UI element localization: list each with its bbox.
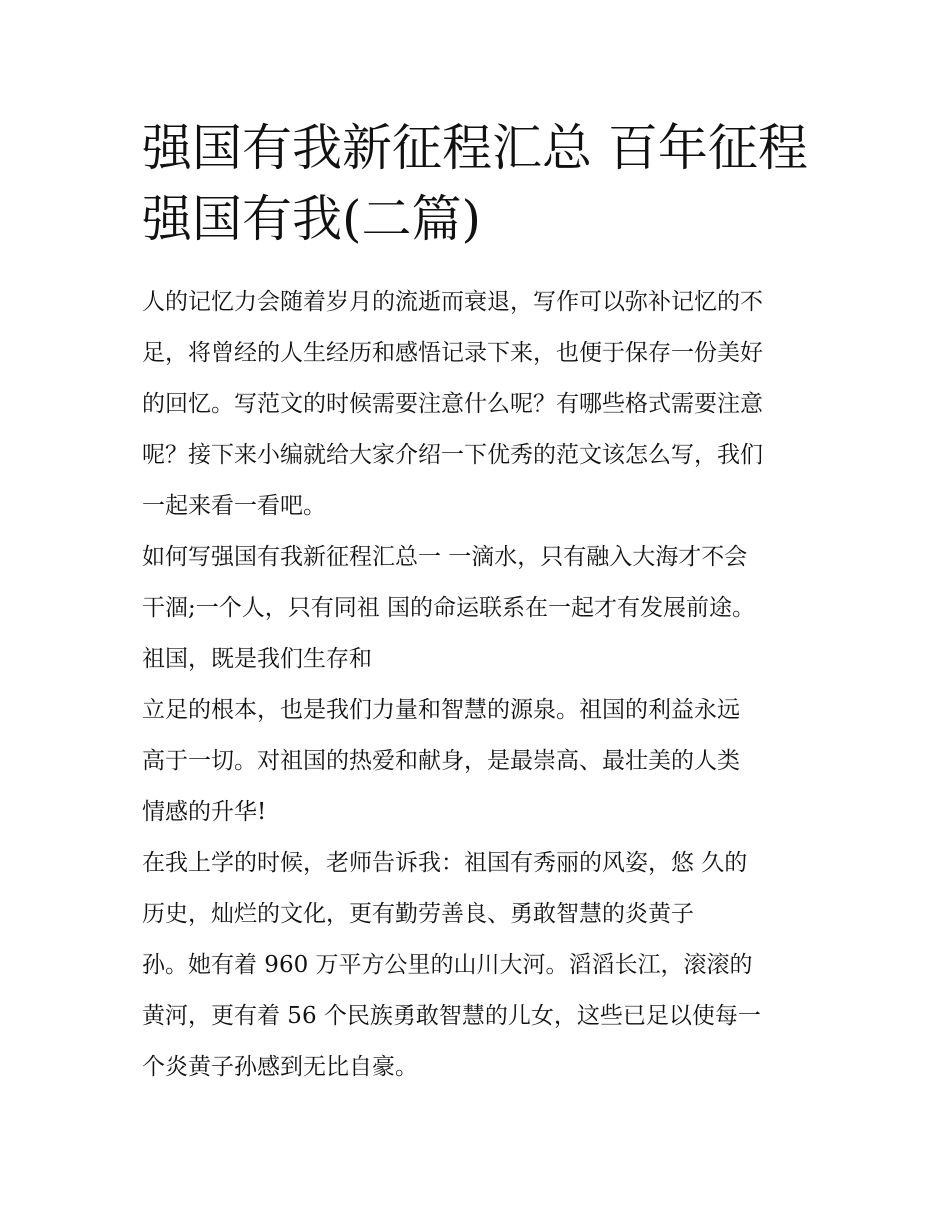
body-line: 高于一切。对祖国的热爱和献身，是最崇高、最壮美的人类 [142,748,740,774]
body-line: 足，将曾经的人生经历和感悟记录下来，也便于保存一份美好 [142,340,763,366]
body-line: 祖国，既是我们生存和 [142,646,372,672]
body-line: 孙。她有着 960 万平方公里的山川大河。滔滔长江，滚滚的 [142,952,753,978]
body-line: 个炎黄子孙感到无比自豪。 [142,1054,418,1080]
body-line: 的回忆。写范文的时候需要注意什么呢？有哪些格式需要注意 [142,391,763,417]
title-line: 强国有我(二篇) [142,190,482,248]
body-line: 历史，灿烂的文化，更有勤劳善良、勇敢智慧的炎黄子 [142,901,694,927]
body-line: 情感的升华! [142,799,267,825]
body-line: 如何写强国有我新征程汇总一 一滴水，只有融入大海才不会 [142,544,748,570]
body-line: 黄河，更有着 56 个民族勇敢智慧的儿女，这些已足以使每一 [142,1003,761,1029]
body-line: 在我上学的时候，老师告诉我：祖国有秀丽的风姿，悠 久的 [142,850,748,876]
title-line: 强国有我新征程汇总 百年征程 [142,119,808,177]
document-title [142,113,842,255]
body-line: 人的记忆力会随着岁月的流逝而衰退，写作可以弥补记忆的不 [142,289,763,315]
body-line: 干涸;一个人，只有同祖 国的命运联系在一起才有发展前途。 [142,595,756,621]
body-line: 呢？接下来小编就给大家介绍一下优秀的范文该怎么写，我们 [142,442,763,468]
body-line: 一起来看一看吧。 [142,493,326,519]
body-line: 立足的根本，也是我们力量和智慧的源泉。祖国的利益永远 [142,697,740,723]
document-body [142,277,832,1093]
